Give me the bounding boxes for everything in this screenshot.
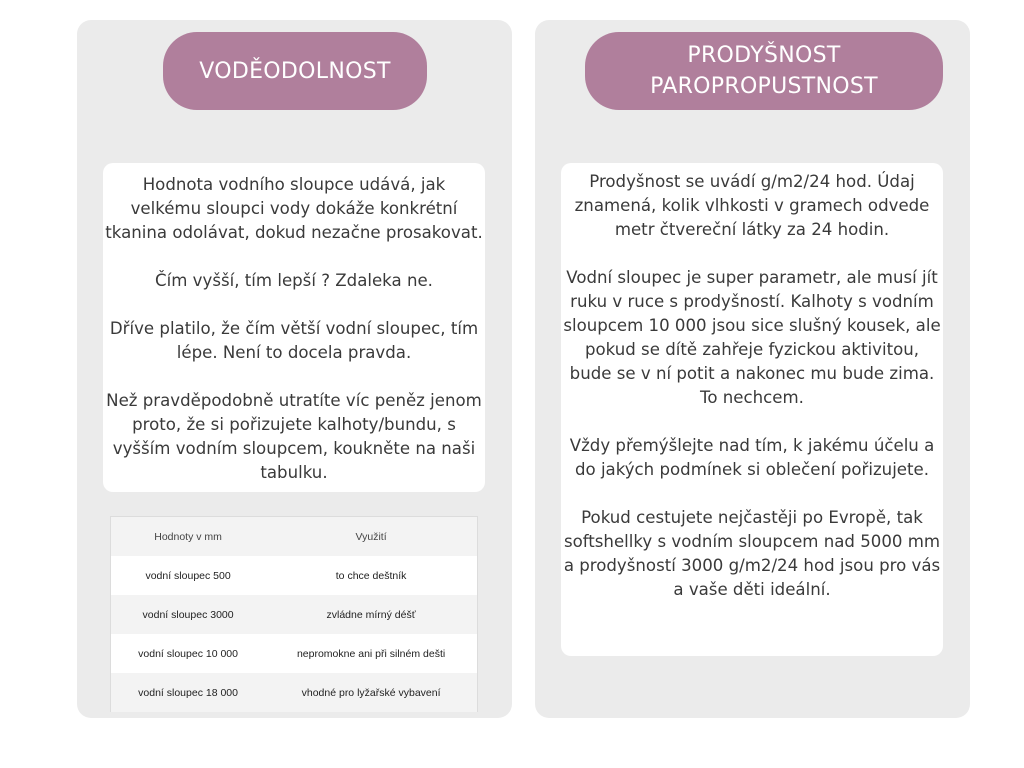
table-row [111, 634, 477, 673]
table-header-values: Hodnoty v mm [154, 530, 222, 543]
breathability-paragraph: Prodyšnost se uvádí g/m2/24 hod. Údaj znamená, kolik vlhkosti v gramech odvede metr čtvereční látky za 24 hodin. [574, 172, 930, 239]
breathability-paragraph: Pokud cestujete nejčastěji po Evropě, tak softshellky s vodním sloupcem nad 5000 mm a prodyšností 3000 g/m2/24 hod jsou pro vás a vaše děti ideální. [563, 508, 941, 599]
breathability-text-card [561, 163, 943, 656]
breathability-title-line1: PRODYŠNOST [687, 43, 841, 68]
table-cell-value: vodní sloupec 500 [145, 569, 231, 582]
waterproofness-panel [77, 20, 512, 718]
table-cell-usage: to chce deštník [335, 569, 407, 582]
table-cell-usage: vhodné pro lyžařské vybavení [301, 686, 441, 699]
waterproofness-paragraph: Čím vyšší, tím lepší ? Zdaleka ne. [155, 271, 433, 290]
waterproofness-paragraph: Než pravděpodobně utratíte víc peněz jenom proto, že si pořizujete kalhoty/bundu, s vyšším vodním sloupcem, koukněte na naši tabulku. [106, 391, 482, 482]
table-cell-usage: nepromokne ani při silném dešti [296, 647, 446, 660]
table-header-usage: Využití [355, 530, 387, 543]
breathability-panel [535, 20, 970, 718]
breathability-title [585, 32, 943, 110]
waterproofness-paragraph: Hodnota vodního sloupce udává, jak velkému sloupci vody dokáže konkrétní tkanina odolávat, dokud nezačne prosakovat. [105, 175, 483, 242]
table-cell-usage: zvládne mírný déšť [326, 608, 416, 621]
waterproofness-text-card [103, 163, 485, 492]
breathability-paragraph: To nechcem. [700, 388, 804, 407]
table-row [111, 556, 477, 595]
table-row [111, 673, 477, 712]
breathability-title-line2: PAROPROPUSTNOST [650, 74, 878, 99]
table-cell-value: vodní sloupec 10 000 [138, 647, 238, 660]
water-column-table [110, 516, 478, 712]
table-cell-value: vodní sloupec 18 000 [138, 686, 238, 699]
table-row [111, 595, 477, 634]
waterproofness-paragraph: Dříve platilo, že čím větší vodní sloupec, tím lépe. Není to docela pravda. [109, 319, 479, 362]
breathability-paragraph: Vodní sloupec je super parametr, ale musí jít ruku v ruce s prodyšností. Kalhoty s vodním sloupcem 10 000 jsou sice slušný kousek, ale pokud se dítě zahřeje fyzickou aktivitou, bude se v ní potit a nakonec mu bude zima. [563, 268, 941, 383]
waterproofness-title: VODĚODOLNOST [163, 32, 427, 110]
table-header-row [111, 517, 477, 556]
breathability-paragraph: Vždy přemýšlejte nad tím, k jakému účelu a do jakých podmínek si oblečení pořizujete. [569, 436, 935, 479]
table-cell-value: vodní sloupec 3000 [142, 608, 234, 621]
